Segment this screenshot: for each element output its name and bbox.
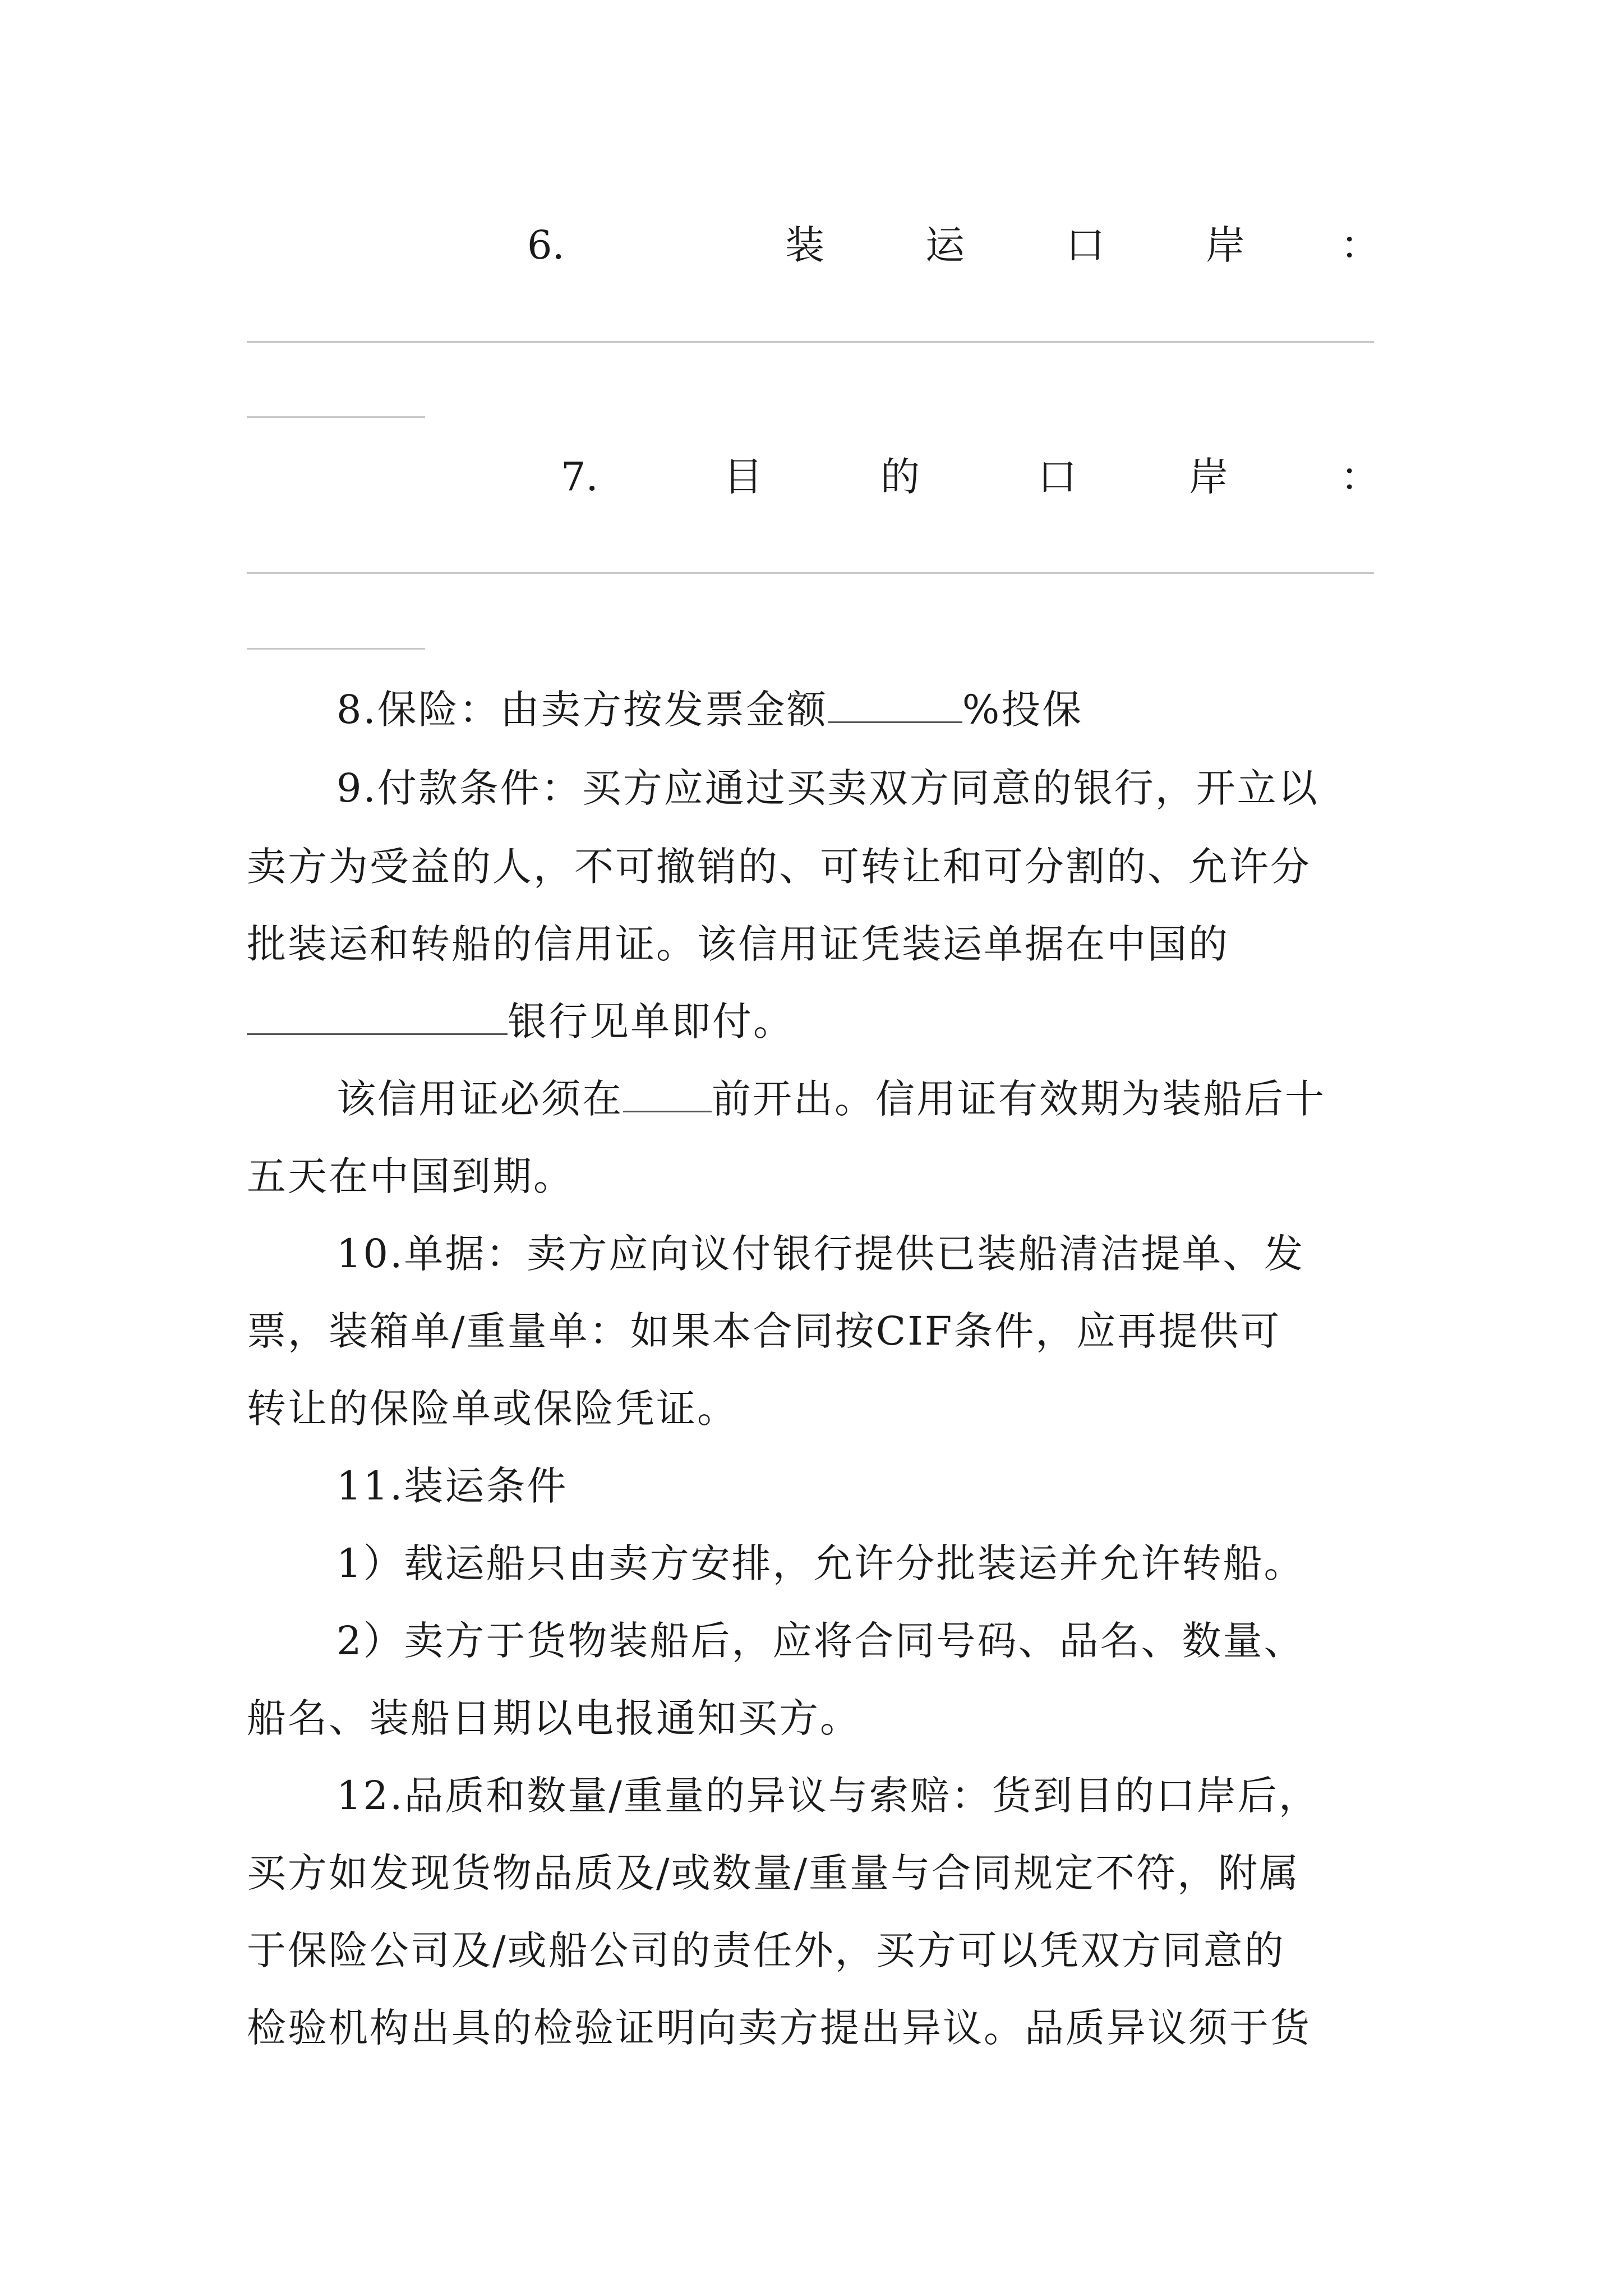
item-9-text: 银行见单即付。 [508,999,794,1045]
lc-date-blank [623,1071,712,1112]
item-6-char: 口 [1066,222,1105,268]
item-12-line: 买方如发现货物品质及/或数量/重量与合同规定不符，附属 [247,1850,1301,1896]
item-6-fill-line-end [247,416,425,418]
item-7-fill-line-end [247,648,425,650]
item-9-line: 批装运和转船的信用证。该信用证凭装运单据在中国的 [247,921,1229,967]
insurance-percent-blank [828,682,962,723]
item-8-insurance [336,679,1402,740]
item-7-number: 7. [561,454,598,500]
item-12-line: 12.品质和数量/重量的异议与索赔：货到目的口岸后， [336,1773,1320,1819]
item-12-line: 于保险公司及/或船公司的责任外，买方可以凭双方同意的 [247,1927,1285,1973]
item-9-line: 9.付款条件：买方应通过买卖双方同意的银行，开立以 [336,765,1319,811]
item-6-colon: ： [1340,222,1380,268]
item-7-colon: ： [1340,454,1380,500]
item-6-char: 装 [785,222,824,268]
item-11-sub-1: 1）载运船只由卖方安排，允许分批装运并允许转船。 [336,1540,1305,1586]
item-6-char: 运 [925,222,965,268]
item-9-text: 该信用证必须在 [336,1076,623,1122]
item-8-text-end: %投保 [962,687,1083,733]
item-9-lc-line [336,1068,1402,1130]
item-9-line: 卖方为受益的人，不可撤销的、可转让和可分割的、允许分 [247,844,1311,890]
item-12-line: 检验机构出具的检验证明向卖方提出异议。品质异议须于货 [247,2005,1311,2051]
item-11-sub-2: 2）卖方于货物装船后，应将合同号码、品名、数量、 [336,1618,1305,1664]
item-9-text: 前开出。信用证有效期为装船后十 [712,1076,1326,1122]
bank-name-blank [247,994,508,1035]
item-10-line: 10.单据：卖方应向议付银行提供已装船清洁提单、发 [336,1231,1305,1277]
item-11-title: 11.装运条件 [336,1463,568,1509]
item-9-line: 五天在中国到期。 [247,1153,574,1199]
item-7-char: 口 [1038,454,1077,500]
item-6-heading [0,214,1623,276]
item-7-char: 的 [880,454,920,500]
item-7-char: 岸 [1189,454,1228,500]
item-9-bank-line [247,991,1402,1052]
item-6-char: 岸 [1206,222,1245,268]
item-8-text: 8.保险：由卖方按发票金额 [336,687,828,733]
item-7-char: 目 [723,454,763,500]
item-7-heading [0,446,1623,508]
item-6-fill-line [247,341,1374,343]
item-7-fill-line [247,572,1374,574]
item-10-line: 转让的保险单或保险凭证。 [247,1386,738,1432]
item-11-sub-2-cont: 船名、装船日期以电报通知买方。 [247,1695,861,1741]
item-6-number: 6. [527,222,565,268]
item-10-line: 票，装箱单/重量单：如果本合同按CIF条件，应再提供可 [247,1308,1281,1354]
